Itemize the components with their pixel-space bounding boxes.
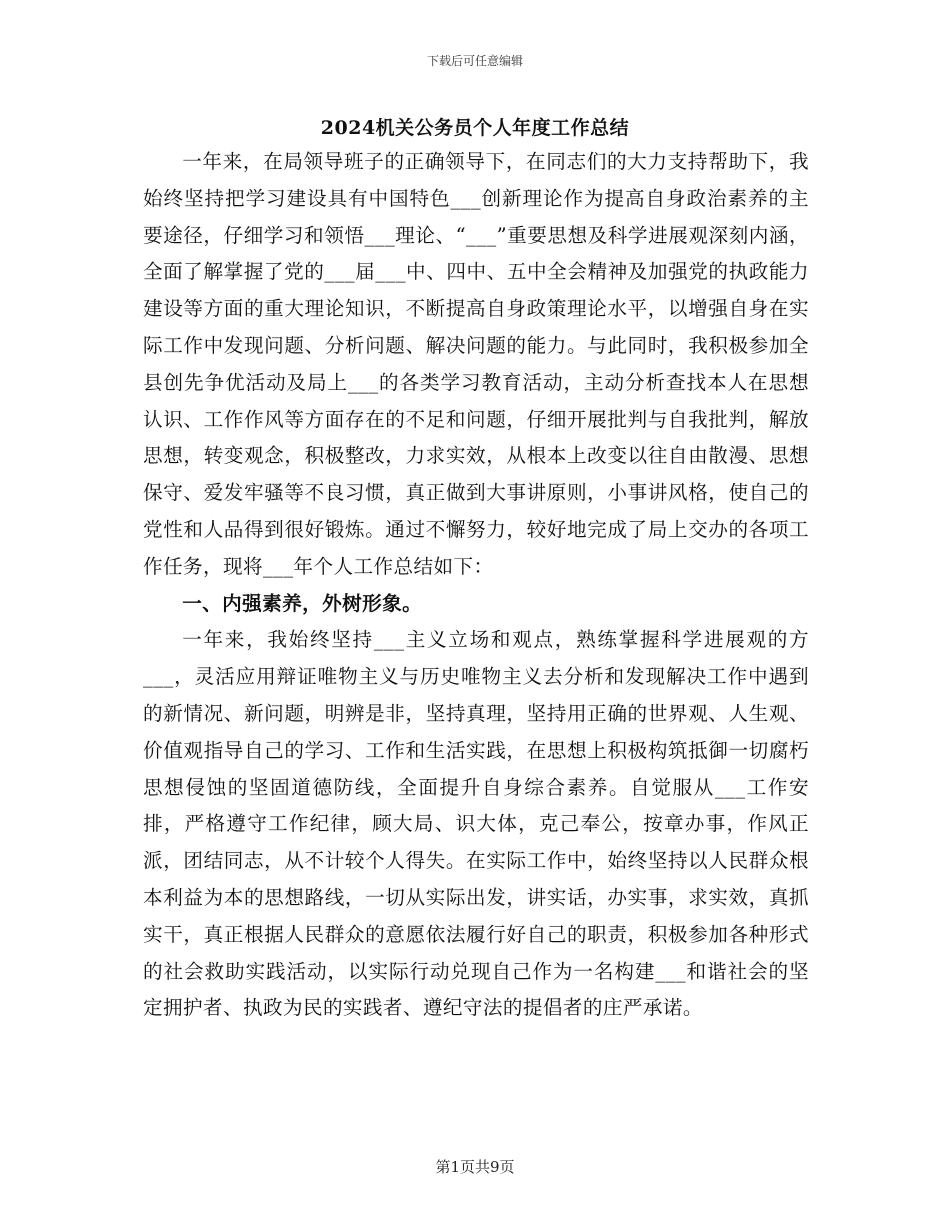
intro-paragraph: 一年来，在局领导班子的正确领导下，在同志们的大力支持帮助下，我始终坚持把学习建设具有中国特色___创新理论作为提高自身政治素养的主要途径，仔细学习和领悟___理论、“___”重要思想及科学进展观深刻内涵，全面了解掌握了党的___届___中、四中、五中全会精神及加强党的执政能力建设等方面的重大理论知识，不断提高自身政策理论水平，以增强自身在实际工作中发现问题、分析问题、解决问题的能力。与此同时，我积极参加全县创先争优活动及局上___的各类学习教育活动，主动分析查找本人在思想认识、工作作风等方面存在的不足和问题，仔细开展批判与自我批判，解放思想，转变观念，积极整改，力求实效，从根本上改变以往自由散漫、思想保守、爱发牢骚等不良习惯，真正做到大事讲原则，小事讲风格，使自己的党性和人品得到很好锻炼。通过不懈努力，较好地完成了局上交办的各项工作任务，现将___年个人工作总结如下： — [143, 150, 809, 578]
document-title: 2024机关公务员个人年度工作总结 — [320, 117, 630, 139]
document-body — [143, 144, 809, 1027]
page-footer: 第1页共9页 — [435, 1158, 515, 1176]
section-heading: 一、内强素养，外树形象。 — [182, 591, 423, 615]
header-note: 下载后可任意编辑 — [426, 54, 523, 68]
section-paragraph: 一年来，我始终坚持___主义立场和观点，熟练掌握科学进展观的方___，灵活应用辩证唯物主义与历史唯物主义去分析和发现解决工作中遇到的新情况、新问题，明辨是非，坚持真理，坚持用正确的世界观、人生观、价值观指导自己的学习、工作和生活实践，在思想上积极构筑抵御一切腐朽思想侵蚀的坚固道德防线，全面提升自身综合素养。自觉服从___工作安排，严格遵守工作纪律，顾大局、识大体，克己奉公，按章办事，作风正派，团结同志，从不计较个人得失。在实际工作中，始终坚持以人民群众根本利益为本的思想路线，一切从实际出发，讲实话，办实事，求实效，真抓实干，真正根据人民群众的意愿依法履行好自己的职责，积极参加各种形式的社会救助实践活动，以实际行动兑现自己作为一名构建___和谐社会的坚定拥护者、执政为民的实践者、遵纪守法的提倡者的庄严承诺。 — [143, 628, 809, 1020]
